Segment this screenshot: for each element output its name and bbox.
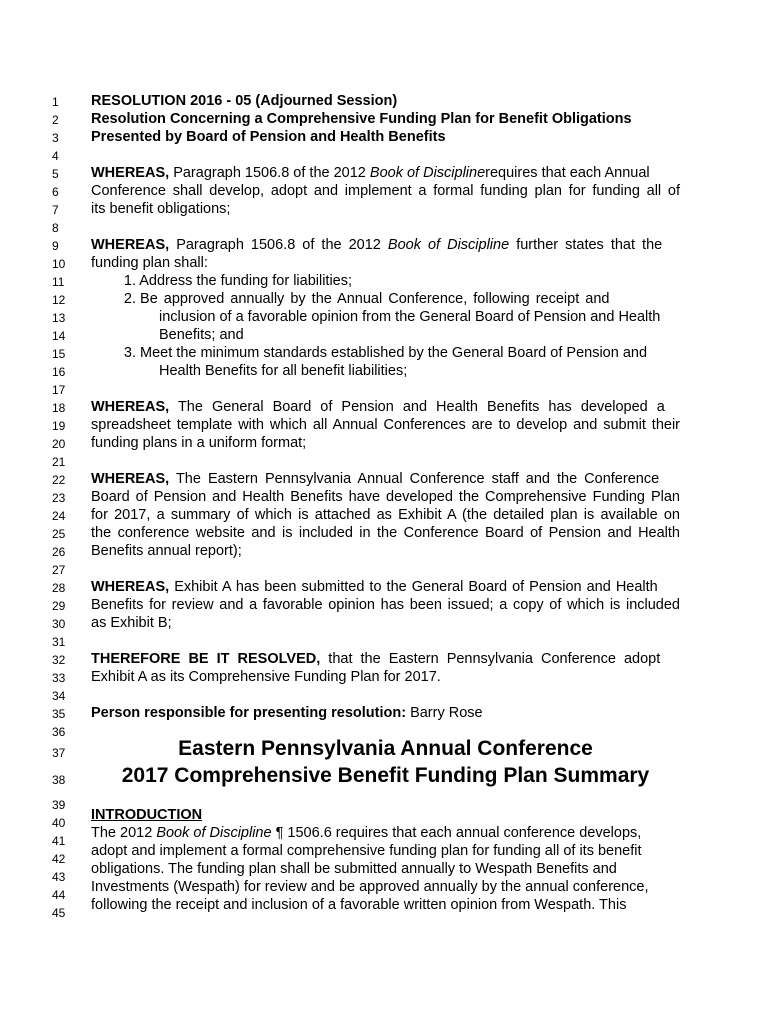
whereas-5-line-1	[91, 578, 680, 596]
line-number: 29	[52, 599, 66, 613]
line-number: 9	[52, 239, 59, 253]
line-number: 43	[52, 870, 66, 884]
whereas-4-line-1	[91, 470, 680, 488]
whereas-4-line-2: Board of Pension and Health Benefits have developed the Comprehensive Funding Plan	[91, 489, 680, 505]
list-item-3-line-2: Health Benefits for all benefit liabilities;	[159, 363, 408, 379]
line-number: 45	[52, 906, 66, 920]
whereas-3-line-2: spreadsheet template with which all Annual Conferences are to develop and submit their	[91, 417, 680, 433]
list-item-text: Meet the minimum standards established by the General Board of Pension and	[140, 345, 648, 361]
whereas-4-text: The Eastern Pennsylvania Annual Conference staff and the Conference	[175, 471, 660, 487]
line-number: 1	[52, 95, 59, 109]
book-of-discipline-italic: Book of Discipline	[156, 825, 272, 841]
resolved-label: THEREFORE BE IT RESOLVED,	[91, 651, 321, 667]
whereas-3-line-3: funding plans in a uniform format;	[91, 435, 307, 451]
resolution-presenter-line: Presented by Board of Pension and Health Benefits	[91, 129, 446, 145]
resolution-title: RESOLUTION 2016 - 05 (Adjourned Session)	[91, 93, 398, 109]
line-number: 36	[52, 725, 66, 739]
whereas-label: WHEREAS,	[91, 399, 170, 415]
intro-line-2: adopt and implement a formal comprehensive funding plan for funding all of its benefit	[91, 843, 642, 859]
list-item-2-line-2: inclusion of a favorable opinion from the General Board of Pension and Health	[159, 309, 661, 325]
list-item-text: Address the funding for liabilities;	[139, 273, 353, 289]
list-number: 1.	[123, 273, 136, 289]
line-number: 19	[52, 419, 66, 433]
line-number: 35	[52, 707, 66, 721]
line-number: 21	[52, 455, 66, 469]
whereas-5-line-2: Benefits for review and a favorable opinion has been issued; a copy of which is included	[91, 597, 680, 613]
line-number: 5	[52, 167, 59, 181]
person-name: Barry Rose	[410, 705, 483, 721]
line-number: 7	[52, 203, 59, 217]
line-number: 44	[52, 888, 66, 902]
line-number: 23	[52, 491, 66, 505]
resolved-text: that the Eastern Pennsylvania Conference adopt	[328, 651, 661, 667]
list-item-1	[114, 272, 680, 290]
whereas-1-line-2: Conference shall develop, adopt and implement a formal funding plan for funding all of	[91, 183, 680, 199]
list-number: 3.	[123, 345, 136, 361]
intro-text: ¶ 1506.6 requires that each annual conference develops,	[275, 825, 642, 841]
line-number: 41	[52, 834, 66, 848]
line-number: 34	[52, 689, 66, 703]
whereas-4-line-4: the conference website and is included in the Conference Board of Pension and Health	[91, 525, 680, 541]
list-item-3	[114, 344, 680, 362]
whereas-label: WHEREAS,	[91, 579, 170, 595]
line-number: 20	[52, 437, 66, 451]
intro-line-4: Investments (Wespath) for review and be approved annually by the annual conference,	[91, 879, 649, 895]
person-responsible-line	[91, 704, 680, 722]
line-number: 17	[52, 383, 66, 397]
person-label: Person responsible for presenting resolution:	[91, 705, 407, 721]
line-number: 16	[52, 365, 66, 379]
book-of-discipline-italic: Book of Discipline	[387, 237, 510, 253]
whereas-2-text: Paragraph 1506.8 of the 2012	[176, 237, 381, 253]
whereas-5-line-3: as Exhibit B;	[91, 615, 172, 631]
line-number: 2	[52, 113, 59, 127]
whereas-1-text: Paragraph 1506.8 of the 2012	[173, 165, 366, 181]
line-number: 39	[52, 798, 66, 812]
intro-line-1	[91, 824, 680, 842]
line-number: 25	[52, 527, 66, 541]
line-number: 18	[52, 401, 66, 415]
list-number: 2.	[123, 291, 136, 307]
line-number: 33	[52, 671, 66, 685]
line-number: 14	[52, 329, 66, 343]
line-number: 15	[52, 347, 66, 361]
intro-text: The 2012	[91, 825, 153, 841]
whereas-5-text: Exhibit A has been submitted to the General Board of Pension and Health	[174, 579, 658, 595]
line-number: 26	[52, 545, 66, 559]
resolved-line-2: Exhibit A as its Comprehensive Funding Plan for 2017.	[91, 669, 441, 685]
whereas-label: WHEREAS,	[91, 165, 170, 181]
line-number: 4	[52, 149, 59, 163]
line-number: 28	[52, 581, 66, 595]
whereas-4-line-5: Benefits annual report);	[91, 543, 242, 559]
line-number: 22	[52, 473, 66, 487]
list-item-2	[114, 290, 680, 308]
line-number: 38	[52, 773, 66, 787]
whereas-4-line-3: for 2017, a summary of which is attached as Exhibit A (the detailed plan is available on	[91, 507, 680, 523]
line-number: 30	[52, 617, 66, 631]
summary-heading-2: 2017 Comprehensive Benefit Funding Plan Summary	[121, 764, 650, 787]
book-of-discipline-italic: Book of Discipline	[369, 165, 486, 181]
line-number: 40	[52, 816, 66, 830]
resolved-line-1	[91, 650, 680, 668]
whereas-label: WHEREAS,	[91, 471, 170, 487]
list-item-text: Be approved annually by the Annual Conference, following receipt and	[140, 291, 610, 307]
whereas-1-line-3: its benefit obligations;	[91, 201, 231, 217]
whereas-label: WHEREAS,	[91, 237, 170, 253]
intro-line-5: following the receipt and inclusion of a favorable written opinion from Wespath. This	[91, 897, 627, 913]
whereas-1-text: requires that each Annual	[485, 165, 650, 181]
line-number: 37	[52, 746, 66, 760]
line-number: 10	[52, 257, 66, 271]
line-number: 24	[52, 509, 66, 523]
line-number: 31	[52, 635, 66, 649]
whereas-2-line-1	[91, 236, 680, 254]
intro-heading: INTRODUCTION	[91, 807, 203, 823]
line-number: 11	[52, 275, 65, 289]
whereas-2-line-2: funding plan shall:	[91, 255, 208, 271]
list-item-2-line-3: Benefits; and	[159, 327, 244, 343]
line-number: 6	[52, 185, 59, 199]
whereas-2-text: further states that the	[516, 237, 663, 253]
intro-line-3: obligations. The funding plan shall be submitted annually to Wespath Benefits and	[91, 861, 617, 877]
line-number: 13	[52, 311, 66, 325]
line-number: 12	[52, 293, 66, 307]
summary-heading-1: Eastern Pennsylvania Annual Conference	[178, 737, 593, 760]
line-number: 32	[52, 653, 66, 667]
whereas-3-line-1	[91, 398, 680, 416]
resolution-subtitle: Resolution Concerning a Comprehensive Funding Plan for Benefit Obligations	[91, 111, 632, 127]
line-number: 3	[52, 131, 59, 145]
whereas-3-text: The General Board of Pension and Health Benefits has developed a	[177, 399, 665, 415]
whereas-1-line-1	[91, 164, 680, 182]
line-number: 8	[52, 221, 59, 235]
line-number: 27	[52, 563, 66, 577]
line-number: 42	[52, 852, 66, 866]
